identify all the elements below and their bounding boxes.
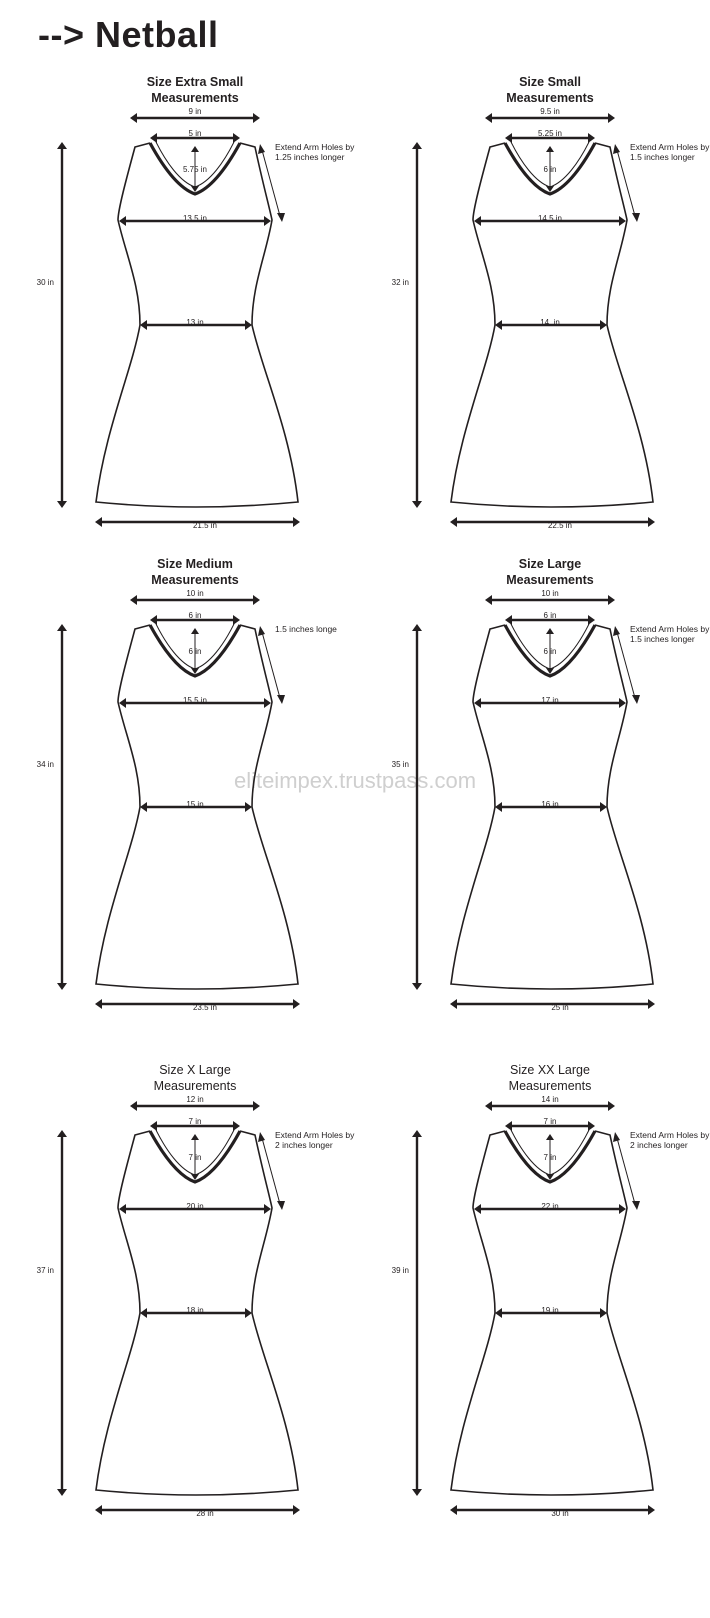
waist-measure: 18 in	[186, 1306, 204, 1315]
armhole-note-line2: 1.25 inches longer	[275, 152, 345, 162]
neck-width-measure: 5 in	[188, 129, 202, 138]
chest-measure: 15.5 in	[182, 696, 208, 705]
size-title: Size Medium	[157, 557, 233, 571]
size-panel-xxl	[355, 1058, 710, 1538]
armhole-note	[630, 1130, 709, 1150]
armhole-note-line2: 2 inches longer	[630, 1140, 688, 1150]
hem-measure: 30 in	[551, 1509, 569, 1518]
size-subtitle: Measurements	[508, 1079, 592, 1093]
page-title: --> Netball	[38, 14, 219, 55]
length-arrow	[412, 624, 422, 990]
neck-width-measure: 6 in	[188, 611, 202, 620]
length-measure: 39 in	[391, 1266, 409, 1275]
length-measure: 35 in	[391, 760, 409, 769]
size-panel-xl	[0, 1058, 355, 1538]
hem-measure: 28 in	[196, 1509, 214, 1518]
armhole-note-line2: 2 inches longer	[275, 1140, 333, 1150]
armhole-note-line1: Extend Arm Holes by	[630, 142, 710, 152]
armhole-note	[275, 142, 354, 162]
size-panel-m	[0, 552, 355, 1032]
armhole-note-line1: 1.5 inches longe	[275, 624, 337, 634]
shoulder-measure: 14 in	[541, 1095, 559, 1104]
length-measure: 34 in	[36, 760, 54, 769]
waist-measure: 16 in	[541, 800, 559, 809]
hem-measure: 23.5 in	[192, 1003, 218, 1012]
hem-measure: 25 in	[551, 1003, 569, 1012]
watermark: eliteimpex.trustpass.com	[233, 768, 477, 793]
chest-measure: 17 in	[541, 696, 559, 705]
neck-width-measure: 7 in	[543, 1117, 557, 1126]
armhole-note	[275, 624, 337, 634]
size-title: Size X Large	[159, 1063, 231, 1077]
waist-measure: 14. in	[540, 318, 560, 327]
length-arrow	[57, 1130, 67, 1496]
shoulder-measure: 9.5 in	[540, 107, 560, 116]
size-subtitle: Measurements	[153, 1079, 237, 1093]
armhole-note	[630, 624, 709, 644]
neck-width-measure: 7 in	[188, 1117, 202, 1126]
neck-depth-measure: 7 in	[188, 1153, 202, 1162]
waist-measure: 15 in	[186, 800, 204, 809]
chest-measure: 20 in	[186, 1202, 204, 1211]
hem-measure: 21.5 in	[192, 521, 218, 530]
waist-measure: 19 in	[541, 1306, 559, 1315]
length-measure: 30 in	[36, 278, 54, 287]
neck-depth-measure: 7 in	[543, 1153, 557, 1162]
waist-measure: 13 in	[186, 318, 204, 327]
armhole-note-line1: Extend Arm Holes by	[275, 1130, 355, 1140]
armhole-note-line1: Extend Arm Holes by	[630, 1130, 710, 1140]
shoulder-measure: 9 in	[188, 107, 202, 116]
shoulder-measure: 12 in	[186, 1095, 204, 1104]
length-arrow	[57, 142, 67, 508]
armhole-note-line2: 1.5 inches longer	[630, 152, 695, 162]
length-arrow	[412, 142, 422, 508]
length-measure: 32 in	[391, 278, 409, 287]
size-panel-l	[355, 552, 710, 1032]
size-panel-xs	[0, 70, 355, 550]
armhole-note-line1: Extend Arm Holes by	[275, 142, 355, 152]
armhole-note	[275, 1130, 354, 1150]
armhole-arrow	[258, 626, 285, 704]
chest-measure: 14.5 in	[537, 214, 563, 223]
size-subtitle: Measurements	[151, 91, 239, 105]
neck-depth-measure: 6 in	[543, 647, 557, 656]
neck-depth-measure: 5.75 in	[182, 165, 208, 174]
chest-measure: 13.5 in	[182, 214, 208, 223]
size-title: Size Extra Small	[146, 75, 244, 89]
shoulder-measure: 10 in	[541, 589, 559, 598]
neck-depth-measure: 6 in	[543, 165, 557, 174]
size-subtitle: Measurements	[506, 91, 594, 105]
size-title: Size Small	[519, 75, 581, 89]
size-title: Size Large	[518, 557, 582, 571]
neck-depth-measure: 6 in	[188, 647, 202, 656]
length-arrow	[57, 624, 67, 990]
hem-measure: 22.5 in	[547, 521, 573, 530]
length-measure: 37 in	[36, 1266, 54, 1275]
length-arrow	[412, 1130, 422, 1496]
shoulder-measure: 10 in	[186, 589, 204, 598]
armhole-note-line1: Extend Arm Holes by	[630, 624, 710, 634]
size-title: Size XX Large	[510, 1063, 590, 1077]
armhole-note	[630, 142, 709, 162]
size-panel-s	[355, 70, 710, 550]
armhole-note-line2: 1.5 inches longer	[630, 634, 695, 644]
neck-width-measure: 5.25 in	[537, 129, 563, 138]
size-subtitle: Measurements	[151, 573, 239, 587]
neck-width-measure: 6 in	[543, 611, 557, 620]
size-subtitle: Measurements	[506, 573, 594, 587]
chest-measure: 22 in	[541, 1202, 559, 1211]
